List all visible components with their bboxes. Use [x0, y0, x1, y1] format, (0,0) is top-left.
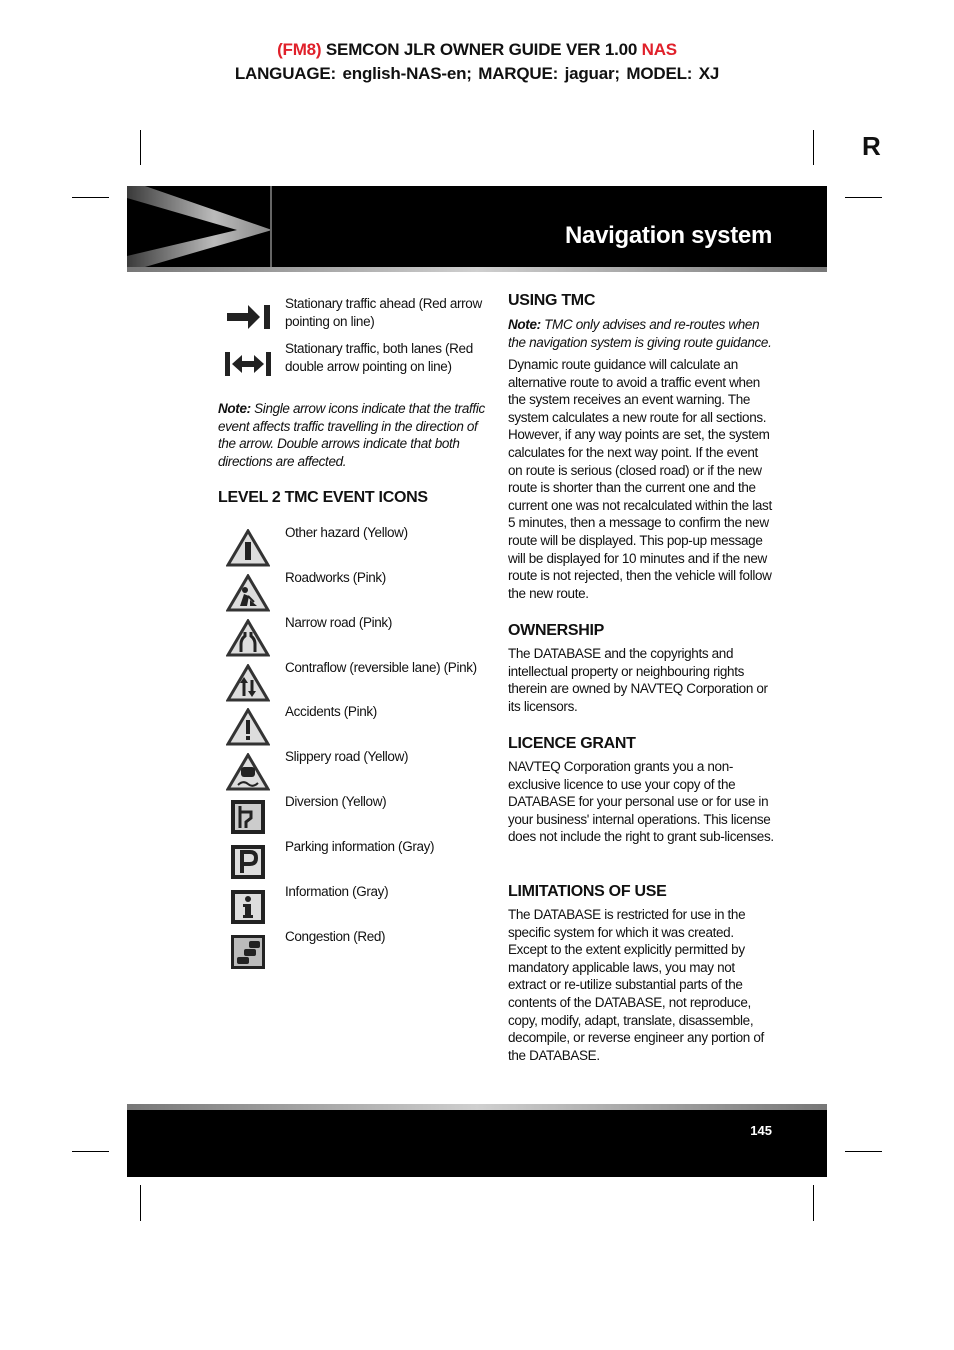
body-paragraph: Dynamic route guidance will calculate an alternative route to avoid a traffic event when the system receives an event warning. The system calculates a new route for all sections. However, if any way points are set, the system calculates for the next way point. If the event on route is serious (closed road) or if the new route is shorter than the current one and the current one was not recalculated within the last 5 minutes, then a message to confirm the new route will be displayed. This pop-up message will be displayed for 10 minutes and if the new route is not rejected, then the vehicle will follow the new route.: [508, 357, 772, 601]
crop-mark: [72, 1151, 109, 1152]
note-label: Note:: [218, 401, 251, 416]
section-heading: OWNERSHIP: [508, 622, 604, 639]
contraflow-icon: [220, 663, 276, 703]
double-arrow-line-icon: [220, 344, 276, 384]
diversion-icon: [220, 797, 276, 837]
arrow-to-line-icon: [220, 297, 276, 337]
accidents-icon: [220, 707, 276, 747]
narrow-road-icon: [220, 618, 276, 658]
icon-label: Accidents (Pink): [285, 704, 377, 719]
crop-mark: [140, 1185, 141, 1221]
body-paragraph: The DATABASE and the copyrights and intellectual property or neighbouring rights therein are owned by NAVTEQ Corporation or its licensors.: [508, 646, 768, 714]
list-item: [220, 793, 490, 837]
crop-mark: [813, 130, 814, 165]
header-code: (FM8): [277, 40, 322, 59]
section-heading: LEVEL 2 TMC EVENT ICONS: [218, 489, 428, 506]
section-heading: USING TMC: [508, 292, 596, 309]
footer-gradient-bar: [127, 1104, 827, 1110]
icon-label: Roadworks (Pink): [285, 570, 386, 585]
list-item: [220, 838, 490, 882]
list-item: [220, 659, 490, 703]
banner-gradient-bar: [127, 267, 827, 272]
header-title: SEMCON JLR OWNER GUIDE VER 1.00: [321, 40, 642, 59]
crop-mark: [813, 1185, 814, 1221]
note-paragraph: [508, 316, 774, 351]
icon-label: Diversion (Yellow): [285, 794, 387, 809]
icon-label: Other hazard (Yellow): [285, 525, 408, 540]
list-item: [220, 524, 490, 568]
list-item: [220, 569, 490, 613]
note-label: Note:: [508, 317, 541, 332]
list-item: [220, 340, 490, 384]
header-region: NAS: [641, 40, 677, 59]
congestion-icon: [220, 932, 276, 972]
list-item: [220, 295, 490, 339]
parking-icon: [220, 842, 276, 882]
note-paragraph: [218, 400, 486, 470]
list-item: [220, 883, 490, 927]
crop-mark: [72, 197, 109, 198]
document-header-line2: LANGUAGE: english-NAS-en; MARQUE: jaguar; MODEL: XJ: [234, 64, 720, 83]
information-icon: [220, 887, 276, 927]
other-hazard-icon: [220, 528, 276, 568]
slippery-road-icon: [220, 752, 276, 792]
icon-label: Congestion (Red): [285, 929, 386, 944]
chevron-graphic: [127, 186, 277, 272]
icon-label: Parking information (Gray): [285, 839, 435, 854]
icon-label: Contraflow (reversible lane) (Pink): [285, 660, 477, 675]
section-letter: R: [862, 131, 881, 161]
section-heading: LIMITATIONS OF USE: [508, 883, 667, 900]
crop-mark: [845, 197, 882, 198]
icon-label: Slippery road (Yellow): [285, 749, 409, 764]
list-item: [220, 614, 490, 658]
crop-mark: [140, 130, 141, 165]
list-item: [220, 703, 490, 747]
icon-label: Stationary traffic, both lanes (Red double arrow pointing on line): [285, 341, 473, 374]
section-banner: [127, 186, 827, 272]
note-text: TMC only advises and re-routes when the navigation system is giving route guidance.: [508, 317, 772, 350]
page-number: 145: [750, 1123, 772, 1138]
icon-label: Narrow road (Pink): [285, 615, 392, 630]
body-paragraph: The DATABASE is restricted for use in the specific system for which it was created. Except to the extent explicitly permitted by mandatory applicable laws, you may not extract or re-utilize substantial parts of the contents of the DATABASE, not reproduce, copy, modify, adapt, translate, disassemble, decompile, or reverse engineer any portion of the DATABASE.: [508, 907, 764, 1063]
crop-mark: [845, 1151, 882, 1152]
section-heading: LICENCE GRANT: [508, 735, 636, 752]
roadworks-icon: [220, 573, 276, 613]
list-item: [220, 748, 490, 792]
note-text: Single arrow icons indicate that the traffic event affects traffic travelling in the direction of the arrow. Double arrows indicate that both directions are affected.: [218, 401, 485, 469]
icon-label: Information (Gray): [285, 884, 389, 899]
page-footer: [127, 1104, 827, 1177]
icon-label: Stationary traffic ahead (Red arrow pointing on line): [285, 296, 482, 329]
list-item: [220, 928, 490, 972]
page-title: Navigation system: [565, 222, 772, 249]
body-paragraph: NAVTEQ Corporation grants you a non-exclusive licence to use your copy of the DATABASE for your personal use or for use in your business' internal operations. This license does not include the right to grant sub-licenses.: [508, 759, 774, 845]
document-header-line1: [0, 40, 954, 60]
